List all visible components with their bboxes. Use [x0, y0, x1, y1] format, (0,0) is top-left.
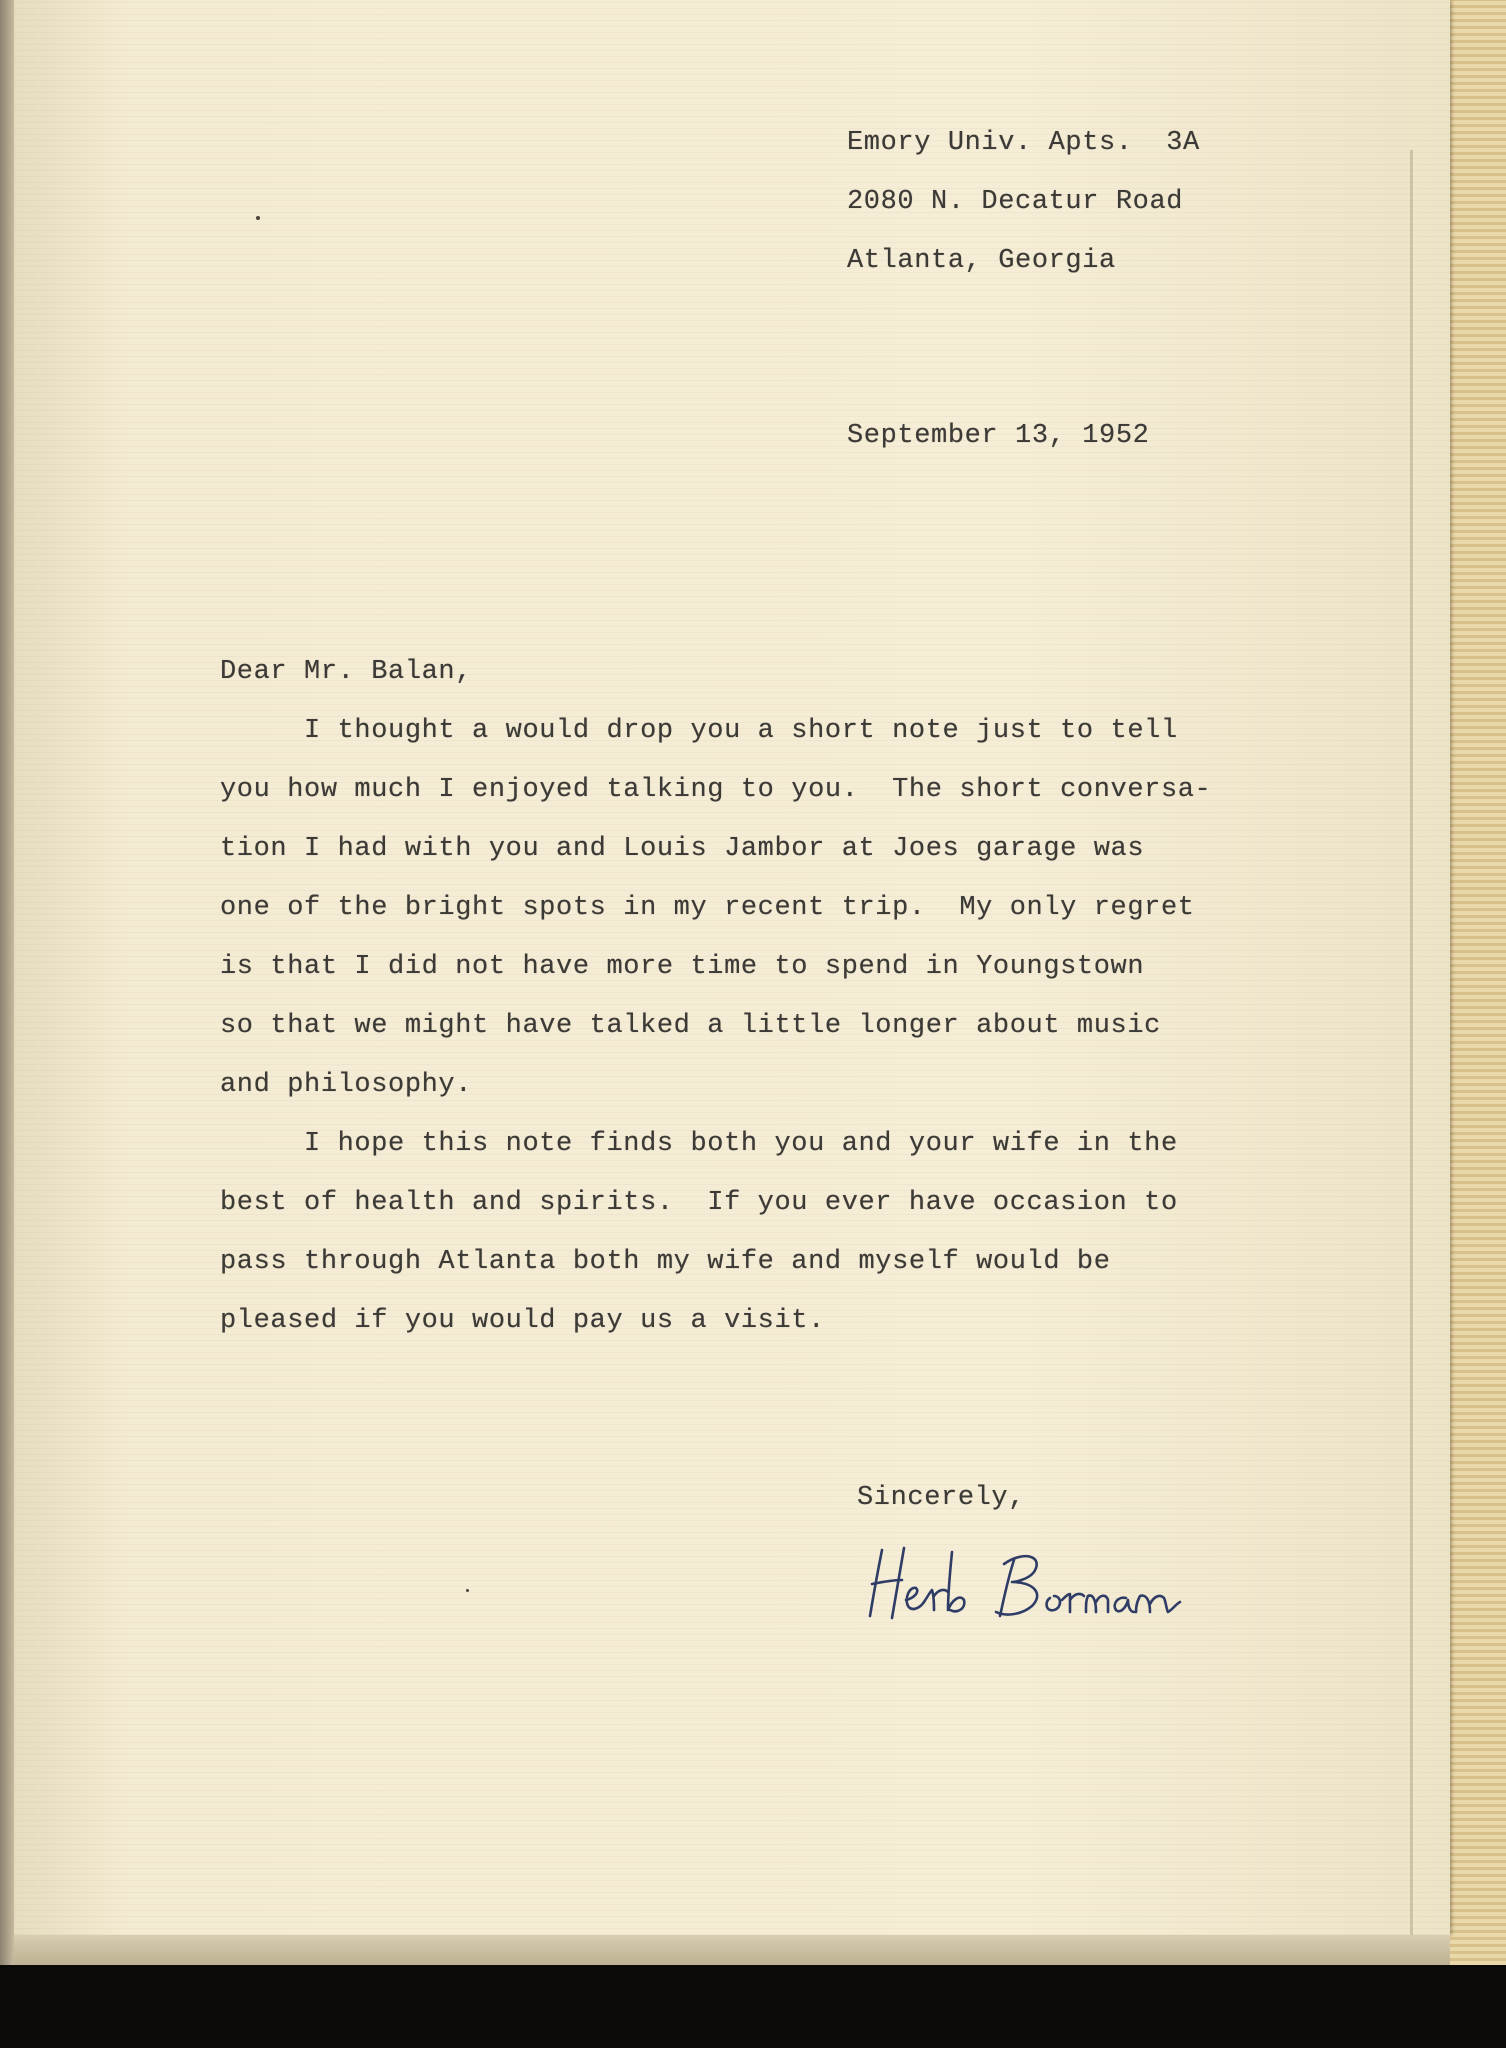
address-line-2: 2080 N. Decatur Road [847, 187, 1184, 217]
body-line: pass through Atlanta both my wife and myself would be [220, 1247, 1111, 1277]
body-line: tion I had with you and Louis Jambor at Joes garage was [220, 834, 1145, 864]
address-line-3: Atlanta, Georgia [847, 246, 1116, 276]
address-line-1: Emory Univ. Apts. 3A [847, 128, 1200, 158]
closing: Sincerely, [857, 1483, 1026, 1513]
letter-date: September 13, 1952 [847, 421, 1150, 451]
salutation: Dear Mr. Balan, [220, 657, 473, 687]
body-line: best of health and spirits. If you ever have occasion to [220, 1188, 1178, 1218]
body-line: pleased if you would pay us a visit. [220, 1306, 825, 1336]
paper-speck [466, 1589, 469, 1592]
handwritten-signature [864, 1542, 1184, 1622]
body-line: I thought a would drop you a short note just to tell [220, 716, 1178, 746]
body-line: I hope this note finds both you and your wife in the [220, 1129, 1178, 1159]
body-line: so that we might have talked a little longer about music [220, 1011, 1161, 1041]
body-line: is that I did not have more time to spend in Youngstown [220, 952, 1145, 982]
sheet-bottom-shadow [14, 1935, 1450, 1965]
body-line: one of the bright spots in my recent trip. My only regret [220, 893, 1195, 923]
paper-speck [256, 216, 260, 220]
paper-fold [1410, 150, 1413, 1950]
letter-sheet [14, 0, 1450, 1935]
body-line: and philosophy. [220, 1070, 473, 1100]
body-line: you how much I enjoyed talking to you. The short conversa- [220, 775, 1212, 805]
